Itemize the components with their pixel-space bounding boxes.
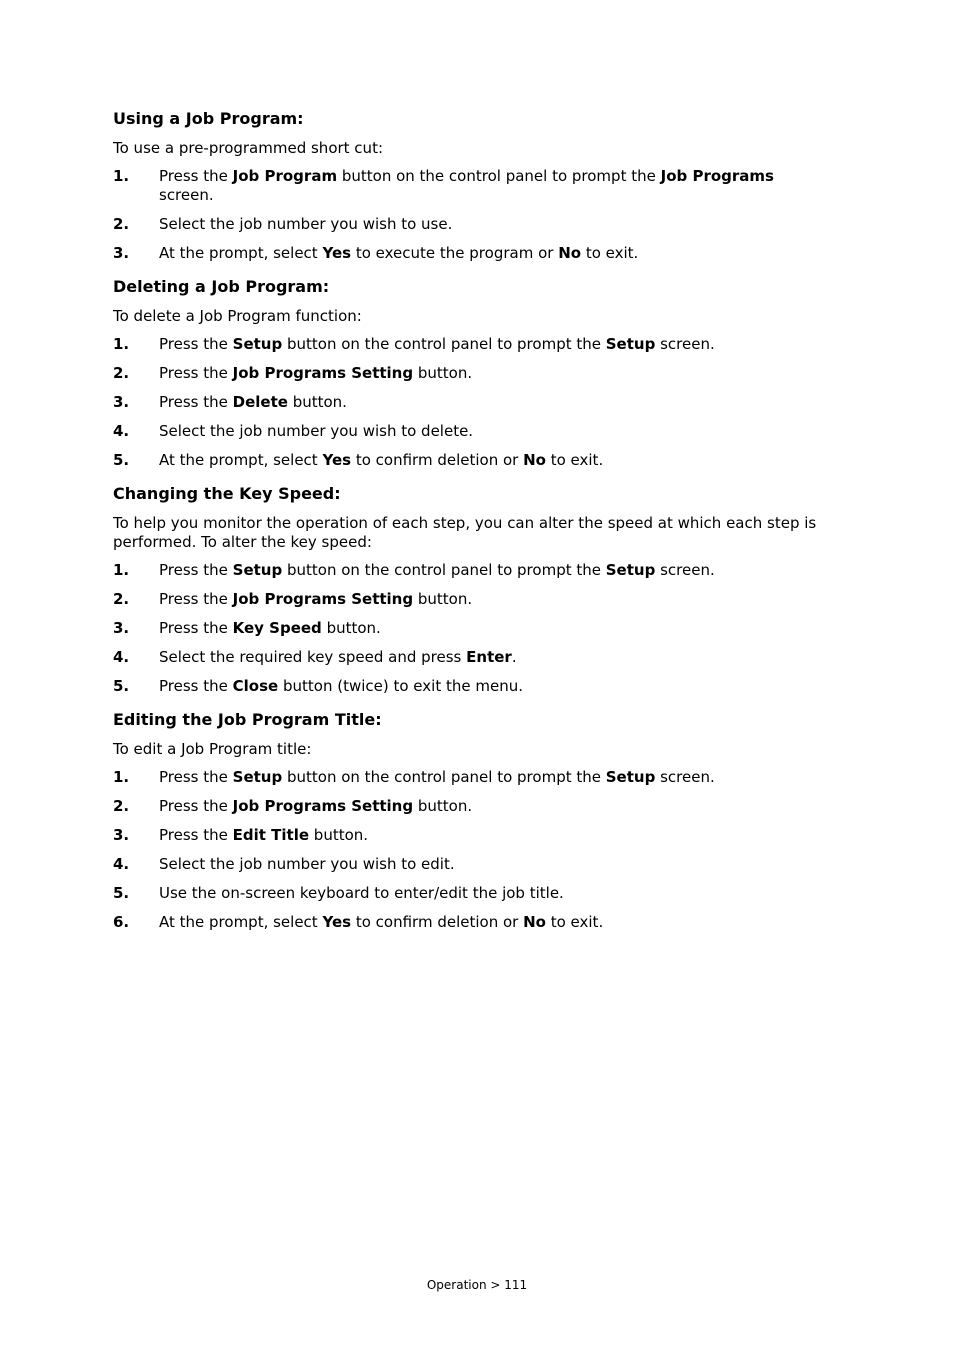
step-list	[113, 335, 843, 470]
step-text-part: Press the	[159, 826, 233, 844]
step-number: 1.	[113, 167, 130, 185]
step-item	[113, 913, 843, 932]
step-item	[113, 393, 843, 412]
step-text-part: to execute the program or	[351, 244, 559, 262]
step-number: 2.	[113, 364, 130, 382]
section-heading: Deleting a Job Program:	[113, 277, 330, 296]
step-item	[113, 422, 843, 441]
step-text-bold: Job Programs Setting	[232, 797, 414, 815]
section-heading: Using a Job Program:	[113, 109, 304, 128]
step-text-bold: Delete	[232, 393, 288, 411]
step-text	[159, 677, 843, 696]
step-number: 3.	[113, 826, 130, 844]
step-text-bold: Yes	[322, 451, 352, 469]
step-list	[113, 561, 843, 696]
step-text-part: Select the job number you wish to delete.	[159, 422, 474, 440]
section-deleting-job-program	[113, 276, 843, 470]
step-number: 2.	[113, 590, 130, 608]
section-intro: To delete a Job Program function:	[113, 307, 362, 325]
step-text-part: button.	[413, 364, 473, 382]
step-text	[159, 797, 843, 816]
step-text-bold: Key Speed	[232, 619, 322, 637]
step-text-bold: Setup	[605, 768, 656, 786]
step-text-part: button on the control panel to prompt the	[282, 561, 606, 579]
section-intro: To use a pre-programmed short cut:	[113, 139, 383, 157]
step-item	[113, 619, 843, 638]
step-text-bold: Yes	[322, 244, 352, 262]
step-list	[113, 768, 843, 932]
step-text-bold: Edit Title	[232, 826, 310, 844]
step-text-part: Press the	[159, 561, 233, 579]
step-text-bold: Setup	[232, 335, 283, 353]
step-text	[159, 561, 843, 580]
step-text-part: to exit.	[581, 244, 639, 262]
step-number: 3.	[113, 619, 130, 637]
step-item	[113, 215, 843, 234]
step-text	[159, 619, 843, 638]
step-text	[159, 855, 843, 874]
step-text-part: button on the control panel to prompt the	[282, 335, 606, 353]
step-text	[159, 826, 843, 845]
step-text-bold: Enter	[466, 648, 512, 666]
step-text-part: At the prompt, select	[159, 451, 323, 469]
step-item	[113, 244, 843, 263]
section-intro: To edit a Job Program title:	[113, 740, 312, 758]
step-text-part: screen.	[655, 768, 715, 786]
step-text	[159, 167, 843, 205]
step-text-part: button.	[321, 619, 381, 637]
section-editing-job-program-title	[113, 709, 843, 932]
step-text-part: At the prompt, select	[159, 244, 323, 262]
step-text-bold: No	[523, 913, 546, 931]
step-text-part: .	[511, 648, 517, 666]
step-number: 5.	[113, 677, 130, 695]
step-text	[159, 335, 843, 354]
step-item	[113, 855, 843, 874]
step-text	[159, 422, 843, 441]
step-number: 4.	[113, 648, 130, 666]
step-text	[159, 244, 843, 263]
step-text-part: to exit.	[545, 451, 604, 469]
step-text-part: screen.	[159, 186, 214, 204]
step-number: 4.	[113, 422, 130, 440]
step-text-bold: Job Programs Setting	[232, 590, 414, 608]
step-text-part: button.	[309, 826, 369, 844]
step-item	[113, 451, 843, 470]
step-text-bold: Setup	[605, 561, 656, 579]
step-text	[159, 590, 843, 609]
step-number: 3.	[113, 244, 130, 262]
step-text-part: screen.	[655, 335, 715, 353]
step-item	[113, 826, 843, 845]
step-list	[113, 167, 843, 263]
step-text-bold: Job Programs	[660, 167, 774, 185]
step-text-bold: Yes	[322, 913, 352, 931]
section-using-job-program	[113, 108, 843, 263]
step-text-part: Select the job number you wish to use.	[159, 215, 453, 233]
step-item	[113, 590, 843, 609]
step-text	[159, 913, 843, 932]
step-number: 5.	[113, 451, 130, 469]
step-text	[159, 884, 843, 903]
step-text-part: button.	[413, 797, 473, 815]
step-text-bold: Setup	[605, 335, 656, 353]
step-text-part: button.	[287, 393, 347, 411]
step-number: 1.	[113, 768, 130, 786]
section-heading: Editing the Job Program Title:	[113, 710, 382, 729]
step-item	[113, 884, 843, 903]
step-text-bold: Job Program	[232, 167, 338, 185]
step-text	[159, 215, 843, 234]
step-text	[159, 451, 843, 470]
step-text-part: Use the on-screen keyboard to enter/edit the job title.	[159, 884, 564, 902]
step-text-part: Press the	[159, 619, 233, 637]
step-number: 3.	[113, 393, 130, 411]
step-text-bold: Setup	[232, 561, 283, 579]
section-heading: Changing the Key Speed:	[113, 484, 341, 503]
step-text-part: button.	[413, 590, 473, 608]
step-text-part: Press the	[159, 364, 233, 382]
step-text-part: Press the	[159, 393, 233, 411]
step-text-part: Press the	[159, 167, 233, 185]
step-text	[159, 364, 843, 383]
step-text-part: Press the	[159, 797, 233, 815]
step-text-bold: Close	[232, 677, 279, 695]
step-text-bold: Setup	[232, 768, 283, 786]
step-item	[113, 561, 843, 580]
step-item	[113, 677, 843, 696]
step-text-part: Press the	[159, 335, 233, 353]
step-item	[113, 648, 843, 667]
step-text	[159, 768, 843, 787]
step-item	[113, 364, 843, 383]
step-item	[113, 167, 843, 205]
step-text-part: Press the	[159, 768, 233, 786]
page-footer: Operation > 111	[426, 1278, 528, 1292]
step-number: 5.	[113, 884, 130, 902]
step-text	[159, 648, 843, 667]
step-text-bold: No	[523, 451, 546, 469]
step-text-bold: No	[558, 244, 582, 262]
step-text-part: Select the job number you wish to edit.	[159, 855, 455, 873]
step-item	[113, 768, 843, 787]
step-text-part: Select the required key speed and press	[159, 648, 467, 666]
step-text-part: to confirm deletion or	[351, 451, 524, 469]
step-text-part: Press the	[159, 590, 233, 608]
step-text-bold: Job Programs Setting	[232, 364, 414, 382]
step-text-part: to exit.	[545, 913, 604, 931]
step-number: 2.	[113, 797, 130, 815]
page-content	[113, 108, 843, 942]
step-number: 1.	[113, 561, 130, 579]
step-item	[113, 797, 843, 816]
step-number: 2.	[113, 215, 130, 233]
step-text-part: button on the control panel to prompt the	[282, 768, 606, 786]
step-text	[159, 393, 843, 412]
step-text-part: At the prompt, select	[159, 913, 323, 931]
step-text-part: screen.	[655, 561, 715, 579]
step-text-part: button (twice) to exit the menu.	[278, 677, 523, 695]
step-number: 6.	[113, 913, 130, 931]
section-changing-key-speed	[113, 483, 843, 696]
step-number: 1.	[113, 335, 130, 353]
step-text-part: button on the control panel to prompt the	[337, 167, 661, 185]
step-text-part: Press the	[159, 677, 233, 695]
step-text-part: to confirm deletion or	[351, 913, 524, 931]
step-number: 4.	[113, 855, 130, 873]
section-intro: To help you monitor the operation of each step, you can alter the speed at which each step is performed. To alter the key speed:	[113, 514, 817, 551]
step-item	[113, 335, 843, 354]
